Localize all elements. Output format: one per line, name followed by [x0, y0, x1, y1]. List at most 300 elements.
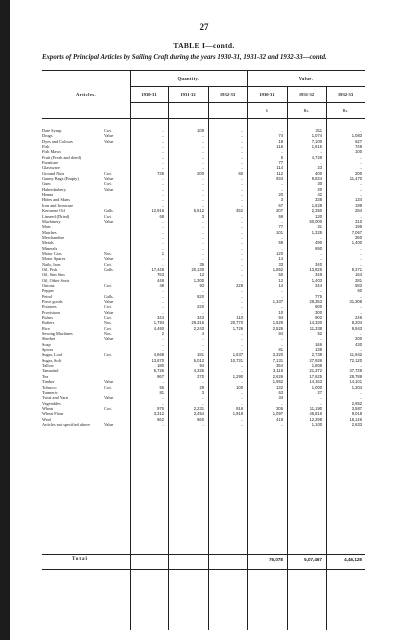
article-name: Metals — [42, 240, 54, 246]
table-cell-v1: 63 — [278, 389, 283, 395]
table-cell-q1: .. — [161, 299, 164, 304]
table-cell-v3: 199 — [355, 202, 362, 208]
table-cell-v2: 52 — [317, 331, 322, 337]
article-unit: Galls. — [104, 293, 114, 299]
table-cell-v1: 120 — [276, 250, 283, 256]
table-cell-v1: 419 — [276, 416, 283, 422]
table-cell-q1: .. — [161, 202, 164, 208]
currency-rs-2: Rs. — [342, 108, 349, 113]
article-unit: Value — [104, 309, 114, 315]
article-name: Sugar, Loaf — [42, 352, 63, 358]
table-cell-q1: .. — [161, 309, 164, 315]
table-cell-v2: 400 — [315, 170, 322, 176]
table-cell-v2: 14,163 — [309, 379, 322, 385]
table-cell-q1: .. — [161, 288, 164, 294]
table-cell-q2: .. — [201, 341, 204, 347]
table-cell-q2: .. — [201, 176, 204, 182]
table-cell-v3: .. — [359, 293, 362, 299]
table-cell-q2: .. — [201, 224, 204, 230]
table-cell-q3: .. — [240, 181, 243, 187]
table-cell-v1: 1,852 — [272, 266, 283, 272]
table-cell-q1: .. — [161, 379, 164, 385]
article-unit: Cwt. — [104, 405, 112, 411]
article-name: Dyes and Colours — [42, 138, 73, 144]
table-cell-q2: .. — [201, 256, 204, 262]
table-cell-v2: 300 — [315, 309, 322, 315]
table-cell-v3: 47,729 — [349, 368, 362, 374]
table-cell-v3: 430 — [355, 341, 362, 347]
year-v-1932: 1932-33 — [337, 92, 354, 97]
table-cell-q1: .. — [161, 395, 164, 401]
article-name: Fish Maws — [42, 149, 61, 155]
table-cell-q1: .. — [161, 133, 164, 139]
article-name: Twist and Yarn — [42, 395, 68, 401]
table-cell-q3: .. — [240, 176, 243, 182]
table-cell-q1: .. — [161, 304, 164, 310]
table-cell-v3: 1,083 — [351, 133, 362, 139]
table-cell-v3: 9,371 — [351, 266, 362, 272]
article-unit: Cwt. — [104, 384, 112, 390]
table-cell-v1: 3 — [280, 197, 283, 203]
table-cell-v2: 1,808 — [311, 363, 322, 369]
table-cell-q1: .. — [161, 149, 164, 155]
article-unit: Value — [104, 395, 114, 401]
article-unit: Value — [104, 256, 114, 262]
table-cell-v3: 14,101 — [349, 379, 362, 385]
article-name: Sherbet — [42, 336, 56, 342]
table-cell-v1: 14 — [278, 256, 283, 262]
table-cell-q1: .. — [161, 160, 164, 166]
table-cell-v1: 354 — [276, 363, 283, 369]
table-cell-q1: .. — [161, 181, 164, 187]
table-cell-v3: 16,146 — [349, 416, 362, 422]
table-cell-q1: .. — [161, 336, 164, 342]
table-cell-q2: .. — [201, 186, 204, 192]
table-cell-v2: 4,728 — [311, 154, 322, 160]
table-cell-q2: .. — [201, 149, 204, 155]
table-cell-v1: 112 — [276, 170, 283, 176]
table-cell-v3: 249 — [355, 315, 362, 321]
table-cell-v1: 934 — [276, 176, 283, 182]
table-cell-q2: .. — [201, 154, 204, 160]
article-name: Piece goods — [42, 299, 63, 304]
table-cell-v2: 31 — [317, 224, 322, 230]
table-cell-v3: 100 — [355, 149, 362, 155]
article-unit: Value — [104, 133, 114, 139]
table-cell-q1: 56 — [159, 384, 164, 390]
table-cell-v3: .. — [359, 389, 362, 395]
table-cell-v2: 1,100 — [311, 421, 322, 427]
table-cell-q3: .. — [240, 138, 243, 144]
article-name: Rafters — [42, 320, 55, 326]
table-cell-q1: 2 — [161, 331, 164, 337]
table-cell-v1: .. — [280, 304, 283, 310]
article-name: Sugar, Soft — [42, 357, 62, 363]
table-cell-v3: 2,952 — [351, 400, 362, 406]
table-cell-q2: 13 — [199, 272, 204, 278]
table-cell-v2: 311 — [315, 128, 322, 133]
table-cell-q3: .. — [240, 133, 243, 139]
article-name: Oil, Sim Sim — [42, 272, 65, 278]
table-cell-q1: .. — [161, 400, 164, 406]
table-cell-v1: 3,116 — [273, 368, 283, 374]
table-cell-v2: 775 — [315, 293, 322, 299]
table-cell-v3: 310 — [355, 218, 362, 224]
table-cell-q3: .. — [240, 299, 243, 304]
table-cell-q3: .. — [240, 250, 243, 256]
table-cell-q3: 100 — [236, 384, 243, 390]
table-cell-q1: .. — [161, 421, 164, 427]
table-cell-q1: .. — [161, 128, 164, 133]
table-cell-q3: .. — [240, 416, 243, 422]
table-cell-v3: 284 — [355, 208, 362, 214]
table-cell-v1: 207 — [276, 208, 283, 214]
table-cell-q1: .. — [161, 261, 164, 267]
table-cell-q2: 820 — [197, 293, 204, 299]
table-cell-v3: .. — [359, 160, 362, 166]
table-cell-q1: 4,668 — [153, 352, 164, 358]
table-cell-q3: 20,770 — [230, 320, 243, 326]
article-name: Pepper — [42, 288, 54, 294]
table-cell-v2: 344 — [315, 282, 322, 288]
table-cell-v1: 101 — [276, 229, 283, 235]
table-cell-v1: 77 — [278, 160, 283, 166]
table-cell-q3: 110 — [236, 315, 243, 321]
table-cell-v1: 114 — [276, 165, 283, 171]
article-name: Kerosene Oil — [42, 208, 65, 214]
table-cell-q2: .. — [201, 165, 204, 171]
table-cell-q2: .. — [201, 379, 204, 385]
article-name: Drugs — [42, 133, 53, 139]
table-cell-v1: 77 — [278, 224, 283, 230]
table-cell-v1: 34 — [278, 395, 283, 401]
table-cell-q3: 452 — [236, 208, 243, 214]
table-cell-q3: .. — [240, 218, 243, 224]
table-cell-v2: 30 — [317, 181, 322, 187]
table-cell-q1: 12,916 — [151, 208, 164, 214]
table-cell-v1: 33 — [278, 261, 283, 267]
table-cell-v3: .. — [359, 304, 362, 310]
table-cell-q3: .. — [240, 341, 243, 347]
table-cell-q3: 10,731 — [230, 357, 243, 363]
total-top-rule — [42, 554, 365, 555]
article-unit: Cwt. — [104, 170, 112, 176]
table-cell-v2: 11,338 — [309, 325, 322, 331]
table-cell-q3: .. — [240, 160, 243, 166]
table-cell-v2: 349 — [315, 272, 322, 278]
table-cell-q3: .. — [240, 245, 243, 251]
table-cell-v2: 1,628 — [311, 202, 322, 208]
table-cell-v3: .. — [359, 192, 362, 198]
article-unit: Nos. — [104, 320, 112, 326]
table-cell-v2: .. — [319, 395, 322, 401]
table-cell-q3: .. — [240, 128, 243, 133]
article-name: Wool — [42, 416, 52, 422]
table-cell-q3: .. — [240, 202, 243, 208]
table-cell-v1: 2,626 — [272, 373, 283, 379]
value-1931-column — [287, 128, 322, 427]
header-quantity: Quantity. — [177, 76, 200, 81]
table-cell-q1: .. — [161, 218, 164, 224]
table-cell-q3: .. — [240, 144, 243, 150]
table-cell-q3: .. — [240, 165, 243, 171]
table-cell-q2: .. — [201, 133, 204, 139]
table-cell-v1: 94 — [278, 315, 283, 321]
table-cell-q2: 181 — [197, 352, 204, 358]
table-cell-v2: 20 — [317, 186, 322, 192]
table-cell-q1: 735 — [157, 170, 164, 176]
year-q-1930: 1930-31 — [141, 92, 157, 97]
table-cell-v3: .. — [359, 181, 362, 187]
article-name: Nails, Iron — [42, 261, 61, 267]
table-cell-v3: 11,942 — [349, 352, 362, 358]
table-cell-v2: 46,816 — [309, 411, 322, 417]
article-name: Tea — [42, 373, 49, 379]
table-cell-v3: .. — [359, 245, 362, 251]
table-cell-q2: 270 — [197, 373, 204, 379]
article-name: Matches — [42, 229, 57, 235]
table-cell-v3: .. — [359, 213, 362, 219]
table-cell-q2: 343 — [197, 315, 204, 321]
table-cell-v1: 132 — [276, 384, 283, 390]
table-cell-v3: .. — [359, 256, 362, 262]
article-unit: Nos. — [104, 331, 112, 337]
table-cell-q3: .. — [240, 240, 243, 246]
article-name: Glassware — [42, 165, 60, 171]
table-cell-v1: .. — [280, 186, 283, 192]
article-unit: Value — [104, 299, 114, 304]
currency-pound: £ — [265, 108, 269, 113]
article-name: Fish — [42, 144, 50, 150]
article-name: Petrol — [42, 293, 53, 299]
table-cell-v2: 902 — [315, 315, 322, 321]
table-cell-v1: .. — [280, 218, 283, 224]
table-cell-v2: .. — [319, 256, 322, 262]
table-cell-q1: .. — [161, 347, 164, 353]
table-cell-q3: .. — [240, 213, 243, 219]
table-cell-q2: 20,130 — [191, 266, 204, 272]
header-value: Value. — [298, 76, 314, 81]
table-cell-v2: 690 — [315, 245, 322, 251]
total-value-1930: 76,078 — [268, 557, 283, 562]
table-cell-q1: 967 — [157, 373, 164, 379]
table-cell-q2: 35 — [199, 261, 204, 267]
article-row — [42, 422, 130, 427]
table-cell-v2: .. — [319, 149, 322, 155]
article-name: Fruit (Fresh and dried) — [42, 154, 82, 160]
table-cell-v2: 14,330 — [309, 320, 322, 326]
article-name: Machinery — [42, 218, 61, 224]
table-cell-v3: 583 — [355, 282, 362, 288]
table-cell-v2: 166 — [315, 341, 322, 347]
table-cell-v2: .. — [319, 234, 322, 240]
article-name: Vegetables — [42, 400, 61, 406]
table-cell-q3: 228 — [236, 282, 243, 288]
table-cell-q3: .. — [240, 154, 243, 160]
article-unit: Galls. — [104, 208, 114, 214]
table-cell-q3: .. — [240, 336, 243, 342]
table-cell-v3: 200 — [355, 336, 362, 342]
table-cell-v2: 1,000 — [311, 384, 322, 390]
table-cell-q2: .. — [201, 202, 204, 208]
table-cell-v1: 7,131 — [272, 357, 283, 363]
year-q-1931: 1931-32 — [180, 92, 196, 97]
table-cell-q2: 29,316 — [191, 320, 204, 326]
table-cell-v1: .. — [280, 245, 283, 251]
article-name: Rice — [42, 325, 50, 331]
table-cell-v3: 134 — [355, 197, 362, 203]
article-name: Wheat Flour — [42, 411, 64, 417]
table-cell-q3: .. — [240, 261, 243, 267]
table-cell-q1: 448 — [157, 277, 164, 283]
article-unit: Value — [104, 379, 114, 385]
article-name: Provisions — [42, 309, 61, 315]
table-cell-v3: 9,943 — [351, 325, 362, 331]
article-unit: Cwt. — [104, 304, 112, 310]
table-cell-v1: .. — [280, 400, 283, 406]
article-name: Articles not specified above — [42, 421, 91, 427]
table-cell-q2: .. — [201, 138, 204, 144]
table-cell-v1: .. — [280, 421, 283, 427]
header-articles: Articles. — [75, 92, 97, 97]
total-value-1931: 5,07,467 — [304, 557, 322, 562]
table-cell-v3: 72,120 — [349, 357, 362, 363]
article-name: Spices — [42, 347, 54, 353]
table-cell-q2: 3 — [201, 389, 204, 395]
table-cell-v1: 74 — [278, 133, 283, 139]
table-cell-q3: .. — [240, 363, 243, 369]
article-name: Gunny Bags (Empty) — [42, 176, 79, 182]
article-name: Timber — [42, 379, 55, 385]
table-cell-q3: .. — [240, 229, 243, 235]
table-cell-q3: .. — [240, 304, 243, 310]
table-cell-v3: 2,633 — [351, 421, 362, 427]
table-cell-q3: .. — [240, 224, 243, 230]
table-cell-v3: 748 — [355, 144, 362, 150]
table-cell-v3: 9,018 — [351, 411, 362, 417]
article-unit: Cwt. — [104, 325, 112, 331]
article-name: Motor Cars — [42, 250, 62, 256]
table-cell-v2: 138 — [315, 347, 322, 353]
table-cell-q2: 3 — [201, 213, 204, 219]
table-cell-q2: .. — [201, 288, 204, 294]
table-cell-v3: 11,470 — [349, 176, 362, 182]
table-cell-v3: 29,789 — [349, 373, 362, 379]
table-cell-q2: 2,231 — [193, 405, 204, 411]
table-cell-q2: 3,454 — [193, 411, 204, 417]
table-cell-q3: .. — [240, 266, 243, 272]
table-cell-v3: 60 — [357, 288, 362, 294]
table-cell-v2: 17,625 — [309, 373, 322, 379]
article-unit: Cwt. — [104, 213, 112, 219]
table-cell-q3: .. — [240, 192, 243, 198]
article-name: Haberdashery — [42, 186, 66, 192]
article-name: Soap — [42, 341, 51, 347]
table-cell-q3: .. — [240, 400, 243, 406]
article-unit: Value — [104, 218, 114, 224]
table-cell-v3: .. — [359, 331, 362, 337]
table-cell-v1: 59 — [278, 240, 283, 246]
quantity-1932-column — [208, 128, 243, 427]
table-cell-q2: 94 — [199, 363, 204, 369]
table-cell-q1: .. — [161, 138, 164, 144]
table-cell-q3: .. — [240, 389, 243, 395]
table-cell-q2: .. — [201, 144, 204, 150]
article-unit: Value — [104, 336, 114, 342]
table-cell-v2: .. — [319, 250, 322, 256]
total-row — [42, 557, 365, 567]
table-cell-q2: .. — [201, 240, 204, 246]
article-name: Potatoes — [42, 304, 57, 310]
table-cell-q2: .. — [201, 395, 204, 401]
exports-table — [42, 70, 365, 630]
table-cell-q3: .. — [240, 234, 243, 240]
article-unit: Value — [104, 186, 114, 192]
table-name: TABLE I—contd. — [173, 41, 235, 50]
article-unit: Cwt. — [104, 315, 112, 321]
table-cell-q1: 13,670 — [151, 357, 164, 363]
table-cell-v3: 3,587 — [351, 405, 362, 411]
table-cell-q2: 5,512 — [193, 208, 204, 214]
table-cell-v1: 12 — [278, 277, 283, 283]
table-cell-v1: 18 — [278, 138, 283, 144]
table-cell-q1: 81 — [159, 389, 164, 395]
table-cell-v1: .. — [280, 336, 283, 342]
table-cell-v2: .. — [319, 336, 322, 342]
table-cell-q1: .. — [161, 234, 164, 240]
table-cell-q1: 662 — [157, 416, 164, 422]
table-cell-v2: 27,936 — [309, 357, 322, 363]
year-q-1932: 1932-33 — [219, 92, 236, 97]
table-cell-q3: 60 — [238, 170, 243, 176]
table-cell-q3: .. — [240, 309, 243, 315]
table-cell-v2: 42 — [317, 192, 322, 198]
table-cell-v3: .. — [359, 261, 362, 267]
article-unit: Value — [104, 138, 114, 144]
table-cell-q2: .. — [201, 234, 204, 240]
table-cell-v2: 9,824 — [311, 176, 322, 182]
table-cell-v3: 360 — [355, 234, 362, 240]
article-name: Merchandise — [42, 234, 65, 240]
table-cell-q3: .. — [240, 379, 243, 385]
article-name: Motor Spares — [42, 256, 66, 262]
table-cell-v2: 21,372 — [309, 368, 322, 374]
table-cell-v2: 23 — [317, 165, 322, 171]
table-cell-v1: 305 — [276, 405, 283, 411]
table-cell-v3: 281 — [355, 277, 362, 283]
table-cell-v2: 29,353 — [309, 299, 322, 304]
table-cell-q2: .. — [201, 347, 204, 353]
table-cell-q1: .. — [161, 144, 164, 150]
table-cell-v3: .. — [359, 186, 362, 192]
table-cell-v2: 1,616 — [311, 144, 322, 150]
article-name: Oil, Fish — [42, 266, 58, 272]
article-name: Tamarind — [42, 368, 59, 374]
article-unit: Cwt. — [104, 181, 112, 187]
table-cell-v2: .. — [319, 288, 322, 294]
article-name: Tobacco — [42, 384, 57, 390]
header-bottom-rule — [42, 118, 365, 119]
table-cell-v1: 14 — [278, 282, 283, 288]
table-cell-v2: 1,403 — [311, 277, 322, 283]
top-rule — [42, 70, 365, 71]
page-number: 27 — [199, 22, 209, 32]
table-cell-q1: .. — [161, 229, 164, 235]
table-cell-v2: 490 — [315, 240, 322, 246]
table-cell-q2: 4,325 — [193, 368, 204, 374]
table-cell-v1: 6 — [280, 154, 283, 160]
table-cell-q2: .. — [201, 197, 204, 203]
